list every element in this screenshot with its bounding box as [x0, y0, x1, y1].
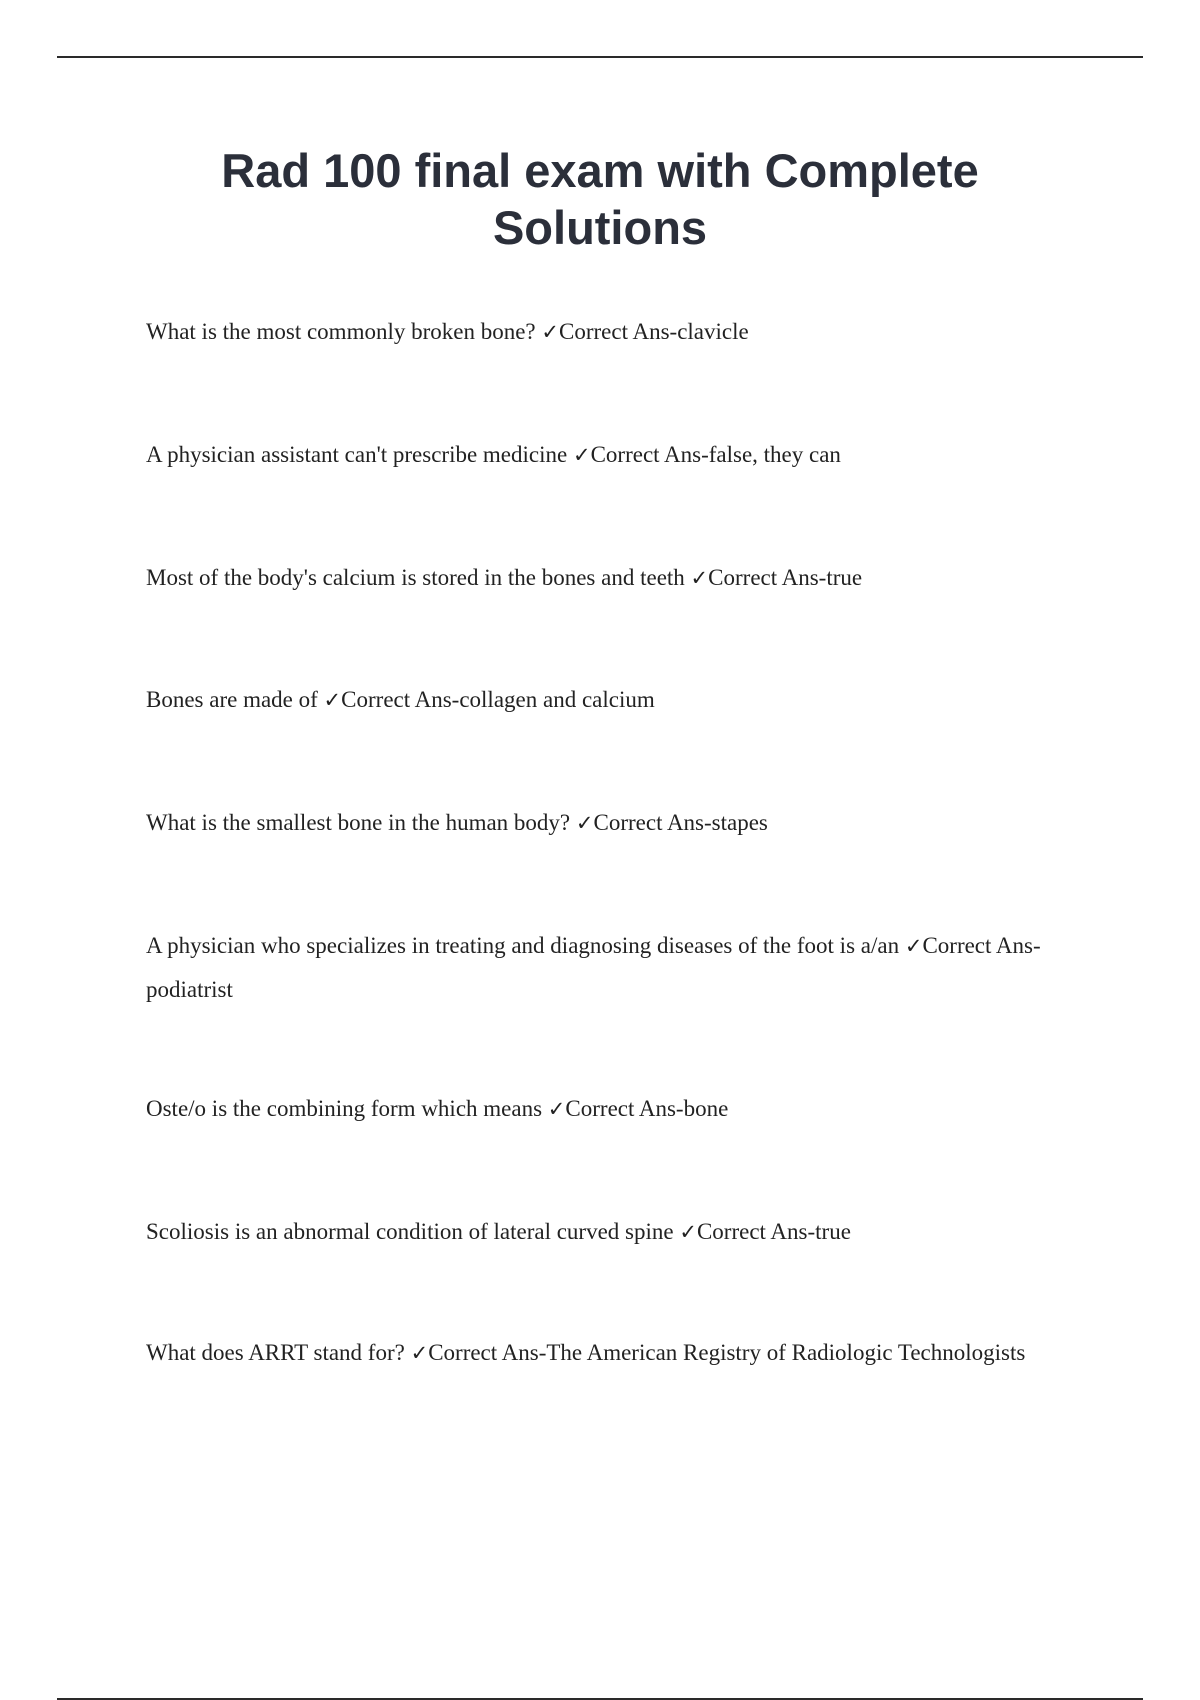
qa-item [146, 678, 1096, 722]
answer-label: ✓ [572, 443, 591, 467]
answer-label: ✓ [541, 320, 560, 344]
answer-prefix: Correct Ans- [590, 442, 709, 467]
qa-item [146, 924, 1096, 1012]
answer-prefix: Correct Ans- [922, 933, 1041, 958]
answer-label: ✓ [679, 1220, 697, 1244]
question-text: What does ARRT stand for? [146, 1340, 405, 1365]
answer-text: true [815, 1219, 851, 1244]
question-text: What is the smallest bone in the human body? [146, 810, 571, 835]
answer-label: ✓ [547, 1097, 566, 1121]
answer-text: The American Registry of Radiologic Technologists [546, 1340, 1026, 1365]
qa-item [146, 310, 1096, 354]
answer-prefix: Correct Ans- [593, 810, 712, 835]
qa-item [146, 433, 1096, 477]
qa-item [146, 1210, 1096, 1254]
question-text: What is the most commonly broken bone? [146, 319, 536, 344]
qa-item [146, 556, 1096, 600]
answer-text: clavicle [677, 319, 749, 344]
answer-text: collagen and calcium [459, 687, 655, 712]
answer-label: ✓ [323, 688, 342, 712]
answer-label: ✓ [410, 1341, 429, 1365]
answer-prefix: Correct Ans- [341, 687, 460, 712]
answer-label: ✓ [904, 934, 923, 958]
question-text: Oste/o is the combining form which means [146, 1096, 543, 1121]
answer-prefix: Correct Ans- [708, 565, 827, 590]
answer-text: false, they can [708, 442, 841, 467]
answer-prefix: Correct Ans- [565, 1096, 684, 1121]
answer-text: bone [683, 1096, 729, 1121]
qa-item [146, 801, 1096, 845]
document-title: Rad 100 final exam with Complete Solutions [221, 144, 979, 254]
question-text: A physician who specializes in treating and diagnosing diseases of the foot is a/an [146, 933, 900, 958]
answer-prefix: Correct Ans- [696, 1219, 816, 1244]
answer-prefix: Correct Ans- [559, 319, 678, 344]
answer-prefix: Correct Ans- [428, 1340, 547, 1365]
qa-item [146, 1331, 1096, 1375]
answer-text: true [826, 565, 863, 590]
answer-text: podiatrist [146, 977, 233, 1002]
question-text: Most of the body's calcium is stored in the bones and teeth [146, 565, 685, 590]
qa-item [146, 1087, 1096, 1131]
question-text: Bones are made of [146, 687, 318, 712]
answer-label: ✓ [690, 566, 709, 590]
answer-label: ✓ [575, 811, 594, 835]
question-text: Scoliosis is an abnormal condition of lateral curved spine [146, 1219, 674, 1244]
answer-text: stapes [711, 810, 768, 835]
top-rule [57, 56, 1143, 58]
question-text: A physician assistant can't prescribe medicine [146, 442, 568, 467]
